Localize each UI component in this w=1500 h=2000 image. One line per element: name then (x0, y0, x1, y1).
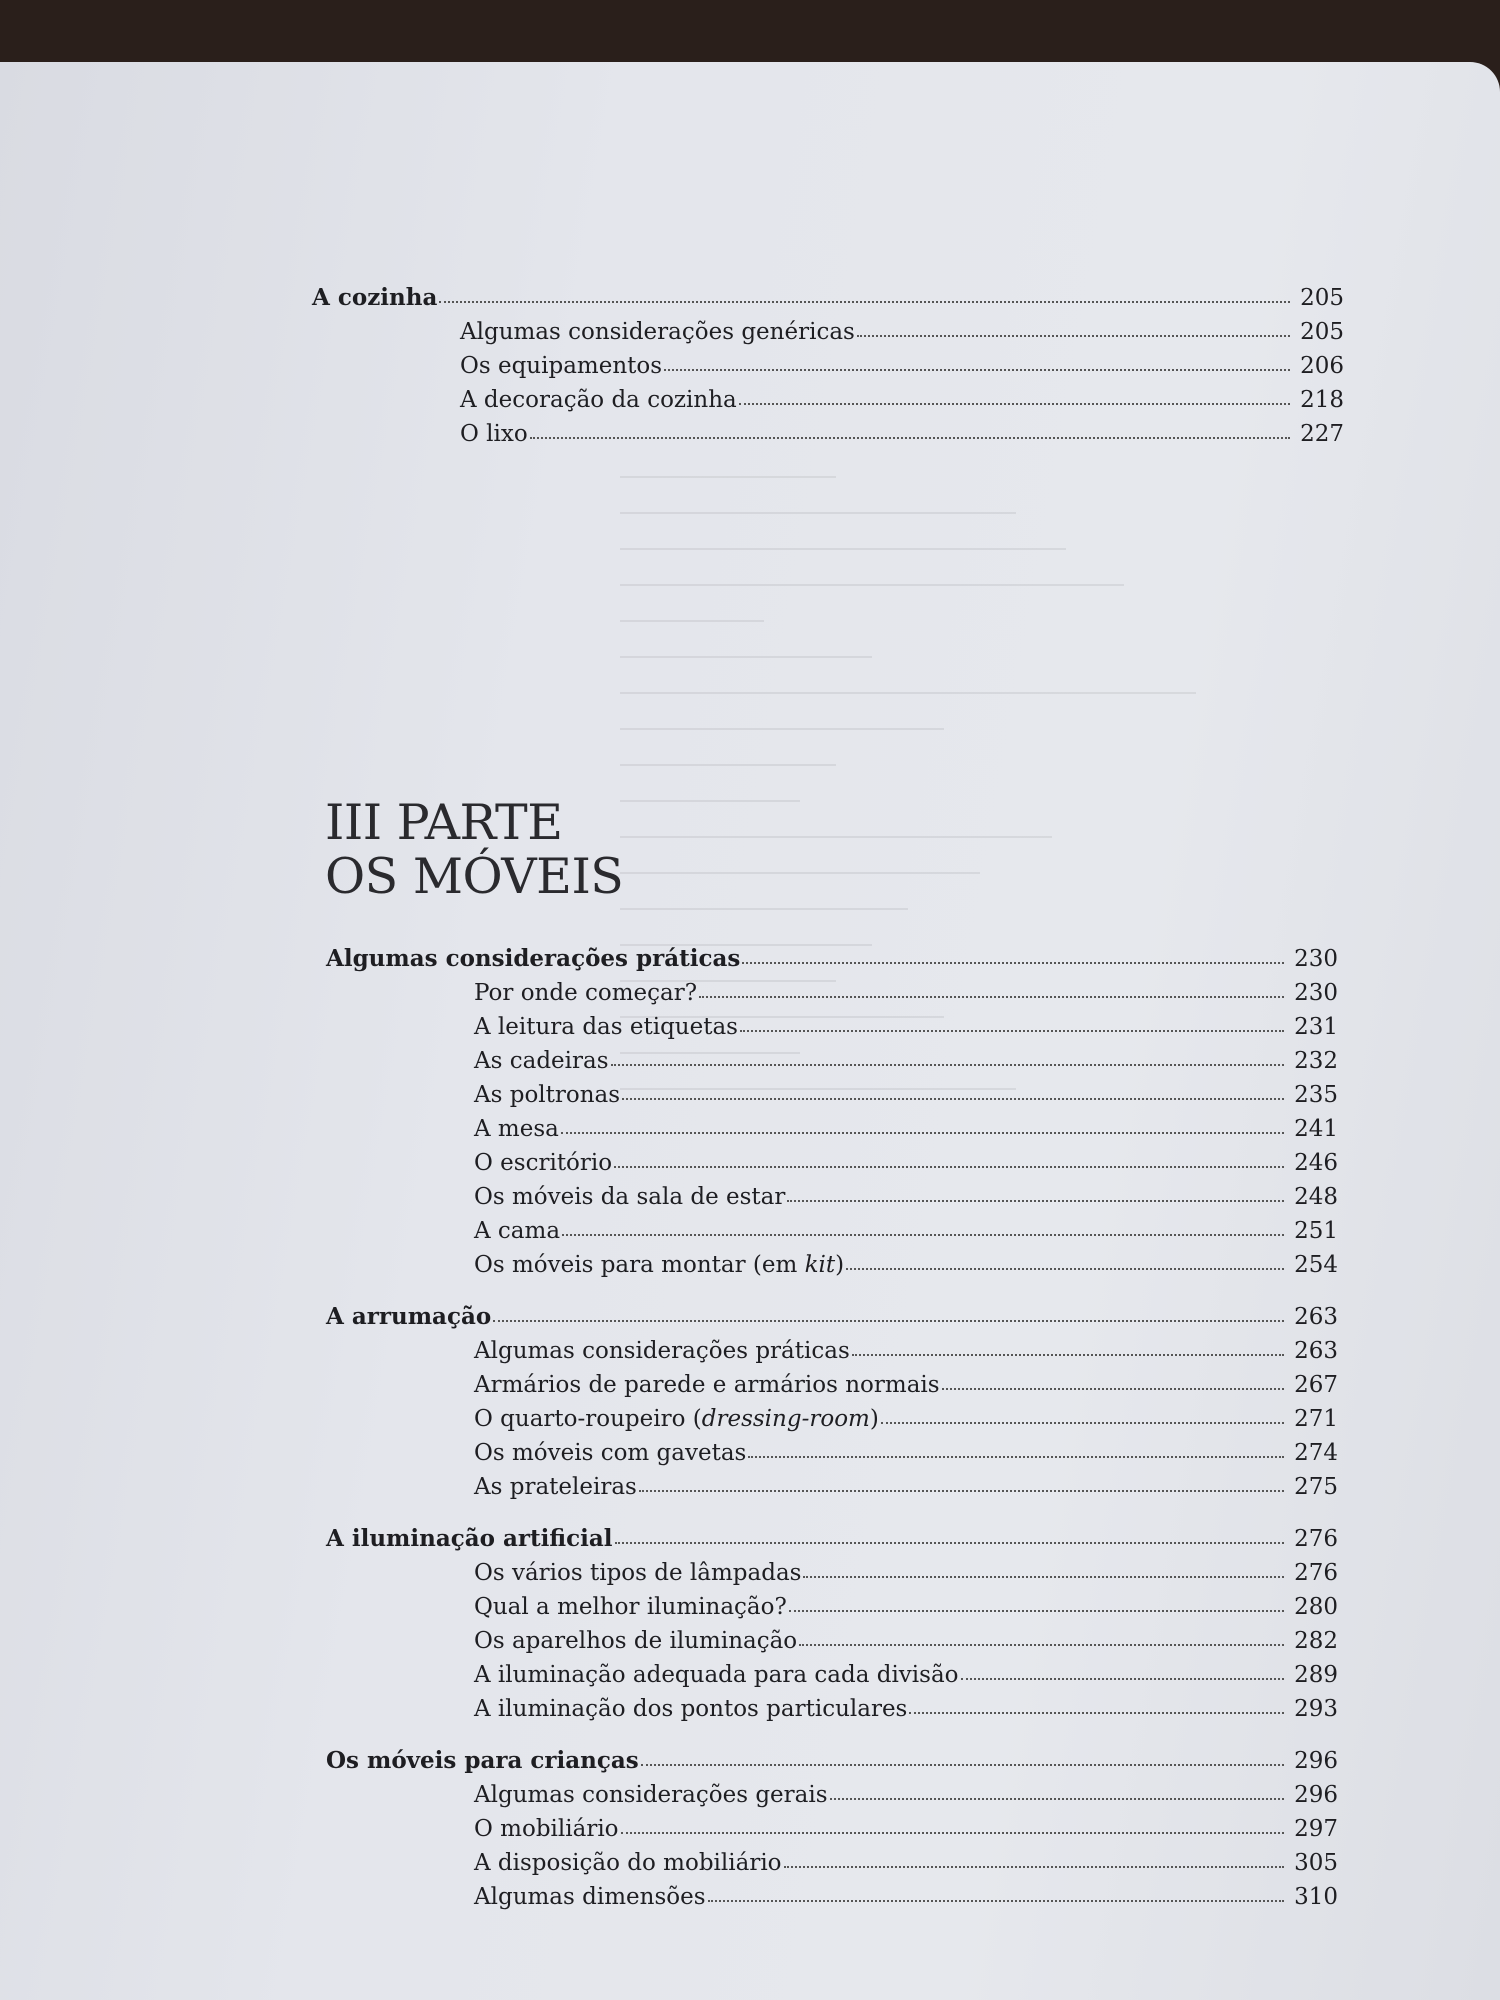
toc-entry (326, 1586, 1338, 1620)
dot-leader (857, 335, 1290, 337)
toc-entry (326, 1552, 1338, 1586)
toc-page-number: 263 (1294, 1304, 1338, 1330)
dot-leader (739, 403, 1290, 405)
dot-leader (830, 1798, 1284, 1800)
dot-leader (748, 1456, 1284, 1458)
toc-page-number: 271 (1294, 1406, 1338, 1432)
toc-page-number: 231 (1294, 1014, 1338, 1040)
toc-entry (326, 1108, 1338, 1142)
dot-leader (611, 1064, 1284, 1066)
toc-entry-label: Os equipamentos (460, 353, 663, 379)
toc-entry (326, 1774, 1338, 1808)
toc-entry-label: As prateleiras (474, 1474, 637, 1500)
toc-entry-label: Por onde começar? (474, 980, 698, 1006)
toc-entry-label: A iluminação dos pontos particulares (474, 1696, 908, 1722)
toc-entry-label: A cama (474, 1218, 561, 1244)
toc-page-number: 305 (1294, 1850, 1338, 1876)
toc-entry-label: Algumas considerações gerais (474, 1782, 828, 1808)
toc-page-number: 280 (1294, 1594, 1338, 1620)
toc-page-number: 232 (1294, 1048, 1338, 1074)
toc-entry (326, 1006, 1338, 1040)
dot-leader (699, 996, 1284, 998)
toc-page-number: 310 (1294, 1884, 1338, 1910)
part-heading (325, 796, 623, 904)
toc-entry-label: As cadeiras (474, 1048, 609, 1074)
dot-leader (742, 962, 1284, 964)
toc-page-number: 227 (1300, 421, 1344, 447)
italic-term: dressing-room (701, 1406, 870, 1432)
toc-entry (326, 1040, 1338, 1074)
dot-leader (664, 369, 1290, 371)
toc-section-heading (326, 1296, 1338, 1330)
toc-entry (326, 1142, 1338, 1176)
toc-heading-label: Os móveis para crianças (326, 1747, 639, 1774)
toc-page-number: 246 (1294, 1150, 1338, 1176)
toc-entry (326, 1330, 1338, 1364)
toc-page-number: 276 (1294, 1526, 1338, 1552)
toc-entry (326, 1210, 1338, 1244)
dot-leader (530, 437, 1290, 439)
toc-entry (326, 1432, 1338, 1466)
toc-page-number: 267 (1294, 1372, 1338, 1398)
toc-section-heading (326, 1518, 1338, 1552)
toc-heading-label: A cozinha (312, 284, 438, 311)
toc-entry (326, 1398, 1338, 1432)
toc-page-number: 230 (1294, 946, 1338, 972)
dot-leader (614, 1166, 1284, 1168)
toc-section-heading (312, 277, 1344, 311)
part-heading-line1: III PARTE (325, 794, 563, 851)
toc-entry (326, 1808, 1338, 1842)
toc-page-number: 241 (1294, 1116, 1338, 1142)
dot-leader (622, 1098, 1284, 1100)
toc-entry (326, 1876, 1338, 1910)
dot-leader (615, 1542, 1285, 1544)
toc-section-heading (326, 938, 1338, 972)
toc-page-number: 275 (1294, 1474, 1338, 1500)
toc-page-number: 235 (1294, 1082, 1338, 1108)
toc-entry-label: Algumas considerações genéricas (460, 319, 855, 345)
dot-leader (439, 301, 1290, 303)
dot-leader (881, 1422, 1284, 1424)
toc-entry-label: O quarto-roupeiro (dressing-room) (474, 1406, 879, 1432)
dot-leader (641, 1764, 1284, 1766)
toc-entry (326, 1842, 1338, 1876)
dot-leader (493, 1320, 1284, 1322)
toc-page-number: 276 (1294, 1560, 1338, 1586)
toc-page-number: 230 (1294, 980, 1338, 1006)
dot-leader (799, 1644, 1284, 1646)
toc-page-number: 206 (1300, 353, 1344, 379)
toc-entry-label: As poltronas (474, 1082, 621, 1108)
toc-entry-label: Os vários tipos de lâmpadas (474, 1560, 802, 1586)
dot-leader (621, 1832, 1284, 1834)
toc-main (326, 938, 1338, 1910)
toc-page-number: 296 (1294, 1748, 1338, 1774)
toc-entry-label: Os móveis com gavetas (474, 1440, 747, 1466)
toc-entry-label: O lixo (460, 421, 528, 447)
toc-entry-label: Qual a melhor iluminação? (474, 1594, 787, 1620)
toc-page-number: 274 (1294, 1440, 1338, 1466)
toc-entry (326, 1688, 1338, 1722)
dot-leader (639, 1490, 1284, 1492)
toc-heading-label: Algumas considerações práticas (326, 945, 741, 972)
toc-section-heading (326, 1740, 1338, 1774)
part-heading-line2: OS MÓVEIS (325, 848, 624, 905)
toc-heading-label: A iluminação artificial (326, 1525, 613, 1552)
dot-leader (852, 1354, 1284, 1356)
toc-entry-label: Algumas dimensões (474, 1884, 706, 1910)
toc-entry (326, 1176, 1338, 1210)
dot-leader (740, 1030, 1284, 1032)
dot-leader (562, 1234, 1284, 1236)
toc-page-number: 205 (1300, 319, 1344, 345)
toc-entry (326, 1074, 1338, 1108)
toc-entry-label: A leitura das etiquetas (474, 1014, 738, 1040)
toc-entry (326, 1654, 1338, 1688)
toc-entry (312, 345, 1344, 379)
toc-block-cozinha (312, 277, 1344, 447)
toc-page-number: 254 (1294, 1252, 1338, 1278)
toc-page-number: 218 (1300, 387, 1344, 413)
toc-entry-label: A mesa (474, 1116, 559, 1142)
toc-entry (312, 413, 1344, 447)
toc-page-number: 296 (1294, 1782, 1338, 1808)
toc-entry-label: Algumas considerações práticas (474, 1338, 850, 1364)
toc-page-number: 297 (1294, 1816, 1338, 1842)
toc-heading-label: A arrumação (326, 1303, 492, 1330)
toc-entry-label: Armários de parede e armários normais (474, 1372, 940, 1398)
section-gap (326, 1500, 1338, 1518)
toc-page-number: 282 (1294, 1628, 1338, 1654)
dot-leader (909, 1712, 1284, 1714)
toc-entry-label: Os aparelhos de iluminação (474, 1628, 798, 1654)
dot-leader (789, 1610, 1284, 1612)
dot-leader (708, 1900, 1284, 1902)
section-gap (326, 1278, 1338, 1296)
section-gap (326, 1722, 1338, 1740)
toc-entry (326, 1244, 1338, 1278)
toc-page-number: 251 (1294, 1218, 1338, 1244)
dot-leader (846, 1268, 1284, 1270)
toc-entry-label: A disposição do mobiliário (474, 1850, 782, 1876)
toc-entry-label: Os móveis para montar (em kit) (474, 1252, 845, 1278)
toc-entry-label: Os móveis da sala de estar (474, 1184, 786, 1210)
dot-leader (803, 1576, 1284, 1578)
toc-page-number: 263 (1294, 1338, 1338, 1364)
dot-leader (942, 1388, 1284, 1390)
book-page (0, 62, 1500, 2000)
toc-page-number: 289 (1294, 1662, 1338, 1688)
toc-page-number: 293 (1294, 1696, 1338, 1722)
dot-leader (961, 1678, 1284, 1680)
italic-term: kit (804, 1252, 836, 1278)
dot-leader (784, 1866, 1284, 1868)
toc-entry (326, 1466, 1338, 1500)
toc-page-number: 205 (1300, 285, 1344, 311)
toc-entry (326, 1620, 1338, 1654)
dot-leader (561, 1132, 1284, 1134)
toc-entry-label: A decoração da cozinha (460, 387, 737, 413)
toc-entry (312, 379, 1344, 413)
dot-leader (787, 1200, 1284, 1202)
toc-entry-label: A iluminação adequada para cada divisão (474, 1662, 959, 1688)
toc-entry-label: O escritório (474, 1150, 613, 1176)
toc-entry-label: O mobiliário (474, 1816, 619, 1842)
toc-entry (326, 1364, 1338, 1398)
toc-entry (312, 311, 1344, 345)
toc-page-number: 248 (1294, 1184, 1338, 1210)
toc-entry (326, 972, 1338, 1006)
